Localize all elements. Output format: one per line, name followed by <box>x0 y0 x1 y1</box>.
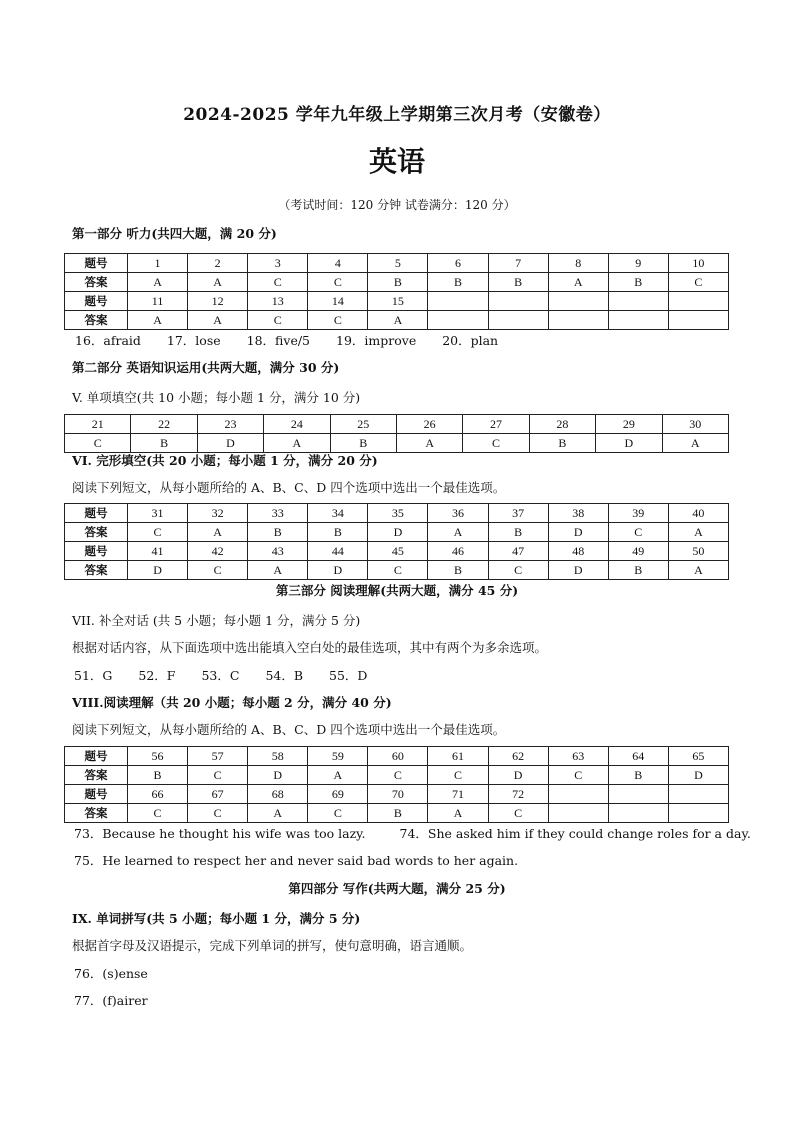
question-number-cell: 36 <box>428 504 488 523</box>
answer-cell: C <box>65 434 131 453</box>
sec5-answer-row <box>65 434 729 453</box>
answer-cell: A <box>396 434 462 453</box>
question-number-cell: 3 <box>248 254 308 273</box>
question-number-cell: 45 <box>368 542 428 561</box>
answer-cell: B <box>428 561 488 580</box>
exam-info: （考试时间：120 分钟 试卷满分：120 分） <box>278 198 516 212</box>
question-number-cell: 27 <box>463 415 529 434</box>
sec6-heading: VI. 完形填空(共 20 小题；每小题 1 分，满分 20 分) <box>72 453 378 468</box>
part1-answer-table <box>64 253 729 330</box>
answer-cell: A <box>308 766 368 785</box>
answer-label: 答案 <box>65 766 128 785</box>
question-number-cell: 38 <box>548 504 608 523</box>
question-number-cell: 10 <box>668 254 728 273</box>
question-number-cell: 22 <box>131 415 197 434</box>
subject-title: 英语 <box>368 145 425 178</box>
question-number-cell: 61 <box>428 747 488 766</box>
sec6-answer-table <box>64 503 729 580</box>
answer-cell: A <box>188 523 248 542</box>
question-number-cell: 4 <box>308 254 368 273</box>
question-number-cell: 29 <box>596 415 662 434</box>
answer-cell <box>608 804 668 823</box>
question-number-cell: 41 <box>128 542 188 561</box>
answer-cell: A <box>128 311 188 330</box>
sec8-question-row <box>65 785 729 804</box>
answer-76: 76．(s)ense <box>74 966 148 981</box>
question-number-cell: 58 <box>248 747 308 766</box>
answer-label: 答案 <box>65 311 128 330</box>
answer-cell: A <box>188 311 248 330</box>
sec7-heading: VII. 补全对话 (共 5 小题；每小题 1 分，满分 5 分) <box>72 613 361 628</box>
question-number-cell: 50 <box>668 542 728 561</box>
sec6-question-row <box>65 504 729 523</box>
question-number-cell: 48 <box>548 542 608 561</box>
answer-cell: C <box>188 561 248 580</box>
part2-heading: 第二部分 英语知识运用(共两大题，满分 30 分) <box>72 360 340 375</box>
question-number-cell: 7 <box>488 254 548 273</box>
question-number-cell: 25 <box>330 415 396 434</box>
part1-question-row <box>65 254 729 273</box>
sec5-heading: V. 单项填空(共 10 小题；每小题 1 分，满分 10 分) <box>72 390 361 405</box>
answer-cell: D <box>368 523 428 542</box>
sec6-instruction: 阅读下列短文，从每小题所给的 A、B、C、D 四个选项中选出一个最佳选项。 <box>72 480 506 495</box>
question-number-cell: 23 <box>197 415 263 434</box>
answer-cell: C <box>488 561 548 580</box>
answer-cell: C <box>248 273 308 292</box>
answer-cell: A <box>264 434 330 453</box>
answer-cell: B <box>428 273 488 292</box>
question-number-cell: 71 <box>428 785 488 804</box>
sec5-question-row <box>65 415 729 434</box>
sec8-answer-row <box>65 766 729 785</box>
answer-18: 18．five/5 <box>246 333 311 348</box>
sec6-answer-row <box>65 523 729 542</box>
part1-heading: 第一部分 听力(共四大题，满 20 分) <box>72 226 277 241</box>
question-number-cell: 1 <box>128 254 188 273</box>
answer-label: 答案 <box>65 523 128 542</box>
answer-51: 51．G <box>74 668 113 683</box>
question-number-cell: 14 <box>308 292 368 311</box>
question-number-cell: 69 <box>308 785 368 804</box>
question-number-cell: 46 <box>428 542 488 561</box>
answer-53: 53．C <box>201 668 240 683</box>
question-number-cell: 57 <box>188 747 248 766</box>
answer-cell: A <box>368 311 428 330</box>
answer-cell <box>428 311 488 330</box>
sec8-answer-row <box>65 804 729 823</box>
answer-19: 19．improve <box>336 333 417 348</box>
answer-17: 17．lose <box>166 333 221 348</box>
sec8-answer-table <box>64 746 729 823</box>
answer-cell: A <box>248 561 308 580</box>
answer-cell: C <box>368 766 428 785</box>
question-number-cell: 15 <box>368 292 428 311</box>
answer-cell: A <box>128 273 188 292</box>
answer-cell: C <box>428 766 488 785</box>
question-number-cell: 2 <box>188 254 248 273</box>
sec5-answer-table <box>64 414 729 453</box>
answer-cell: D <box>668 766 728 785</box>
answer-cell: B <box>608 561 668 580</box>
question-number-cell: 64 <box>608 747 668 766</box>
question-number-cell: 35 <box>368 504 428 523</box>
answer-cell: D <box>548 523 608 542</box>
answer-cell: C <box>463 434 529 453</box>
question-number-cell: 68 <box>248 785 308 804</box>
answer-cell: A <box>662 434 728 453</box>
question-number-cell: 44 <box>308 542 368 561</box>
answer-cell: D <box>308 561 368 580</box>
sec7-instruction: 根据对话内容，从下面选项中选出能填入空白处的最佳选项，其中有两个为多余选项。 <box>72 640 548 655</box>
question-number-cell: 60 <box>368 747 428 766</box>
answer-cell: C <box>128 523 188 542</box>
part3-heading: 第三部分 阅读理解(共两大题，满分 45 分) <box>275 583 519 598</box>
question-number-cell: 11 <box>128 292 188 311</box>
question-number-cell: 6 <box>428 254 488 273</box>
answer-cell: B <box>368 804 428 823</box>
question-number-cell: 33 <box>248 504 308 523</box>
question-number-cell: 26 <box>396 415 462 434</box>
answer-cell: C <box>668 273 728 292</box>
answer-cell: C <box>608 523 668 542</box>
question-number-cell: 47 <box>488 542 548 561</box>
answer-cell: A <box>188 273 248 292</box>
answer-cell: A <box>668 561 728 580</box>
question-number-cell: 37 <box>488 504 548 523</box>
question-number-cell: 40 <box>668 504 728 523</box>
question-number-cell: 8 <box>548 254 608 273</box>
question-number-cell <box>548 292 608 311</box>
question-number-cell: 62 <box>488 747 548 766</box>
answer-label: 答案 <box>65 804 128 823</box>
sec6-answer-row <box>65 561 729 580</box>
question-number-cell: 12 <box>188 292 248 311</box>
part1-answer-row <box>65 273 729 292</box>
answer-cell: D <box>548 561 608 580</box>
question-number-label: 题号 <box>65 542 128 561</box>
answer-cell <box>488 311 548 330</box>
sec9-instruction: 根据首字母及汉语提示，完成下列单词的拼写，使句意明确，语言通顺。 <box>72 938 473 953</box>
answer-cell: B <box>488 273 548 292</box>
answer-cell: D <box>197 434 263 453</box>
answer-cell: B <box>308 523 368 542</box>
answer-cell: B <box>529 434 595 453</box>
question-number-cell: 13 <box>248 292 308 311</box>
answer-54: 54．B <box>265 668 304 683</box>
question-number-label: 题号 <box>65 504 128 523</box>
answer-cell: C <box>308 311 368 330</box>
answer-cell: C <box>308 804 368 823</box>
question-number-cell <box>548 785 608 804</box>
answer-cell: B <box>248 523 308 542</box>
question-number-label: 题号 <box>65 292 128 311</box>
question-number-cell: 28 <box>529 415 595 434</box>
answer-label: 答案 <box>65 561 128 580</box>
answer-52: 52．F <box>138 668 176 683</box>
sec8-question-row <box>65 747 729 766</box>
question-number-cell: 70 <box>368 785 428 804</box>
sec6-question-row <box>65 542 729 561</box>
question-number-cell: 9 <box>608 254 668 273</box>
question-number-cell: 43 <box>248 542 308 561</box>
question-number-label: 题号 <box>65 254 128 273</box>
question-number-cell: 49 <box>608 542 668 561</box>
question-number-cell: 30 <box>662 415 728 434</box>
answer-74: 74．She asked him if they could change roles for a day. <box>399 826 751 841</box>
answer-label: 答案 <box>65 273 128 292</box>
answer-cell: A <box>428 523 488 542</box>
part1-answer-row <box>65 311 729 330</box>
question-number-cell: 59 <box>308 747 368 766</box>
answer-cell: D <box>128 561 188 580</box>
sec8-instruction: 阅读下列短文，从每小题所给的 A、B、C、D 四个选项中选出一个最佳选项。 <box>72 722 506 737</box>
question-number-cell: 39 <box>608 504 668 523</box>
answer-cell: A <box>668 523 728 542</box>
answer-cell: D <box>248 766 308 785</box>
answer-cell <box>548 311 608 330</box>
question-number-cell: 65 <box>668 747 728 766</box>
question-number-cell <box>488 292 548 311</box>
question-number-cell: 56 <box>128 747 188 766</box>
answer-cell: C <box>248 311 308 330</box>
answer-cell: C <box>308 273 368 292</box>
answer-cell: B <box>368 273 428 292</box>
question-number-cell: 5 <box>368 254 428 273</box>
question-number-cell: 34 <box>308 504 368 523</box>
answer-cell: B <box>131 434 197 453</box>
answer-cell <box>608 311 668 330</box>
part1-question-row <box>65 292 729 311</box>
sec8-open-answers-row <box>74 824 751 842</box>
part1-fill-answers <box>75 331 520 349</box>
answer-cell: A <box>428 804 488 823</box>
answer-cell: B <box>608 766 668 785</box>
answer-cell <box>668 311 728 330</box>
answer-55: 55．D <box>329 668 368 683</box>
answer-cell: C <box>128 804 188 823</box>
question-number-cell <box>428 292 488 311</box>
answer-cell: C <box>368 561 428 580</box>
sec9-heading: IX. 单词拼写(共 5 小题；每小题 1 分，满分 5 分) <box>72 911 361 926</box>
question-number-cell <box>608 785 668 804</box>
answer-20: 20．plan <box>442 333 499 348</box>
answer-cell: C <box>488 804 548 823</box>
answer-cell <box>548 804 608 823</box>
answer-cell: B <box>488 523 548 542</box>
question-number-cell: 42 <box>188 542 248 561</box>
answer-cell: D <box>488 766 548 785</box>
question-number-cell: 63 <box>548 747 608 766</box>
question-number-label: 题号 <box>65 785 128 804</box>
sec7-answers <box>74 666 389 684</box>
answer-16: 16．afraid <box>75 333 141 348</box>
answer-cell: B <box>128 766 188 785</box>
answer-cell: C <box>188 804 248 823</box>
question-number-cell: 24 <box>264 415 330 434</box>
answer-73: 73．Because he thought his wife was too lazy. <box>74 826 366 841</box>
answer-cell: B <box>330 434 396 453</box>
question-number-cell: 21 <box>65 415 131 434</box>
answer-cell: D <box>596 434 662 453</box>
question-number-cell <box>608 292 668 311</box>
answer-75: 75．He learned to respect her and never said bad words to her again. <box>74 853 519 868</box>
question-number-cell: 66 <box>128 785 188 804</box>
answer-cell: C <box>548 766 608 785</box>
question-number-cell: 31 <box>128 504 188 523</box>
answer-cell <box>668 804 728 823</box>
answer-cell: A <box>548 273 608 292</box>
answer-77: 77．(f)airer <box>74 993 148 1008</box>
question-number-cell <box>668 292 728 311</box>
exam-title: 2024-2025 学年九年级上学期第三次月考（安徽卷） <box>183 105 611 125</box>
part4-heading: 第四部分 写作(共两大题，满分 25 分) <box>288 881 506 896</box>
answer-cell: B <box>608 273 668 292</box>
sec8-heading: VIII.阅读理解（共 20 小题；每小题 2 分，满分 40 分) <box>72 695 392 710</box>
question-number-cell <box>668 785 728 804</box>
answer-cell: C <box>188 766 248 785</box>
answer-cell: A <box>248 804 308 823</box>
question-number-cell: 72 <box>488 785 548 804</box>
question-number-cell: 67 <box>188 785 248 804</box>
question-number-label: 题号 <box>65 747 128 766</box>
question-number-cell: 32 <box>188 504 248 523</box>
